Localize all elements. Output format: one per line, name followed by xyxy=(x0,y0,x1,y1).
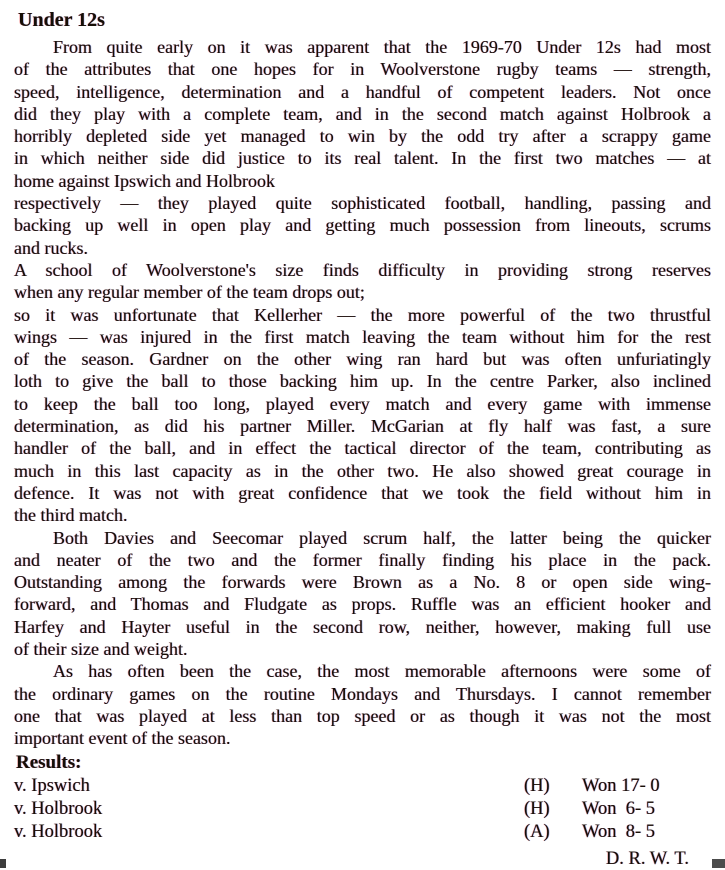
document-body xyxy=(14,36,711,750)
paragraph xyxy=(14,259,711,304)
paragraph xyxy=(14,304,711,527)
result-score: Won 17- 0 xyxy=(582,775,660,796)
text-line: determination, as did his partner Miller. McGarian at fly half was fast, a sure xyxy=(14,416,711,437)
text-line: and rucks. xyxy=(14,237,88,258)
text-line: one that was played at less than top speed or as though it was not the most xyxy=(14,705,711,726)
text-line: and neater of the two and the former finally finding his place in the pack. xyxy=(14,549,711,570)
text-line: Outstanding among the forwards were Brown as a No. 8 or open side wing- xyxy=(14,572,711,593)
text-line: when any regular member of the team drops out; xyxy=(14,282,365,303)
author-initials: D. R. W. T. xyxy=(605,848,689,869)
text-line: did they play with a complete team, and in the second match against Holbrook a xyxy=(14,103,711,124)
results-heading: Results: xyxy=(16,751,82,773)
text-line: Both Davies and Seecomar played scrum half, the latter being the quicker xyxy=(53,527,711,548)
text-line: home against Ipswich and Holbrook xyxy=(14,170,275,191)
text-line: speed, intelligence, determination and a handful of competent leaders. Not once xyxy=(14,81,711,102)
result-opponent: v. Holbrook xyxy=(14,798,103,819)
text-line: A school of Woolverstone's size finds difficulty in providing strong reserves xyxy=(14,259,711,280)
text-line: of the attributes that one hopes for in Woolverstone rugby teams — strength, xyxy=(14,59,711,80)
text-line: of their size and weight. xyxy=(14,639,188,660)
text-line: respectively — they played quite sophisticated football, handling, passing and xyxy=(14,193,711,214)
result-venue: (H) xyxy=(524,775,550,796)
text-line: From quite early on it was apparent that the 1969-70 Under 12s had most xyxy=(53,37,711,57)
text-line: important event of the season. xyxy=(14,728,231,749)
text-line: loth to give the ball to those backing him up. In the centre Parker, also inclined xyxy=(14,371,711,392)
text-line: the third match. xyxy=(14,505,128,526)
scan-corner-mark-left xyxy=(0,859,6,868)
text-line: of the season. Gardner on the other wing ran hard but was often unfuriatingly xyxy=(14,349,711,370)
scan-corner-mark-right xyxy=(712,859,725,868)
result-venue: (A) xyxy=(524,821,550,842)
text-line: much in this last capacity as in the other two. He also showed great courage in xyxy=(14,460,711,481)
result-row xyxy=(14,775,711,798)
text-line: handler of the ball, and in effect the tactical director of the team, contributing as xyxy=(14,438,711,459)
result-row xyxy=(14,821,711,844)
paragraph xyxy=(14,192,711,259)
text-line: Harfey and Hayter useful in the second row, neither, however, making full use xyxy=(14,616,711,637)
paragraph xyxy=(14,660,711,749)
result-score: Won 6- 5 xyxy=(582,798,656,819)
result-opponent: v. Holbrook xyxy=(14,821,103,842)
result-opponent: v. Ipswich xyxy=(14,775,90,796)
text-line: so it was unfortunate that Kellerher — the more powerful of the two thrustful xyxy=(14,304,711,325)
paragraph xyxy=(14,527,711,661)
result-venue: (H) xyxy=(524,798,550,819)
result-row xyxy=(14,798,711,821)
text-line: the ordinary games on the routine Mondays and Thursdays. I cannot remember xyxy=(14,683,711,704)
text-line: horribly depleted side yet managed to win by the odd try after a scrappy game xyxy=(14,126,711,147)
page-title: Under 12s xyxy=(18,9,105,31)
text-line: forward, and Thomas and Fludgate as props. Ruffle was an efficient hooker and xyxy=(14,594,711,615)
text-line: in which neither side did justice to its real talent. In the first two matches — at xyxy=(14,148,711,169)
results-table xyxy=(14,775,711,844)
text-line: As has often been the case, the most memorable afternoons were some of xyxy=(53,661,711,682)
text-line: defence. It was not with great confidence that we took the field without him in xyxy=(14,482,711,503)
text-line: backing up well in open play and getting much possession from lineouts, scrums xyxy=(14,215,711,236)
paragraph xyxy=(14,36,711,192)
text-line: to keep the ball too long, played every match and every game with immense xyxy=(14,393,711,414)
result-score: Won 8- 5 xyxy=(582,821,656,842)
text-line: wings — was injured in the first match leaving the team without him for the rest xyxy=(14,326,711,347)
